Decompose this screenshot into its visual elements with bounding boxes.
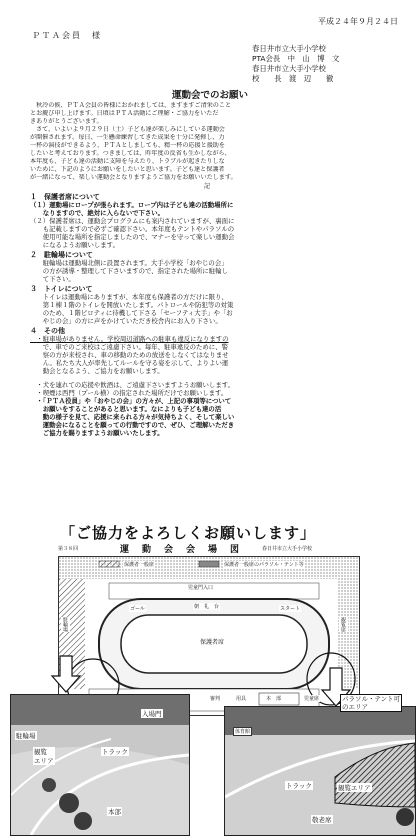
section-line: 駐輪場は運動場北側に設置されます。大手小学校「おやじの会」 — [30, 259, 228, 267]
intro-line: さて、いよいよ９月２９日（土）子ども達が楽しみにしている運動会 — [30, 126, 225, 133]
intro-line: とお慶び申し上げます。日頃はＰＴＡ活動にご理解・ご協力をいただ — [30, 110, 219, 117]
photo-left-hq-label: 本部 — [108, 808, 121, 816]
addressee: ＰＴＡ会員 様 — [32, 31, 102, 40]
photo-left-viewing-label: 観覧 エリア — [34, 748, 54, 765]
map-event-number: 第３８回 — [58, 546, 79, 552]
section-line: ・犬を連れての応援や飲酒は、ご遠慮下さいますようお願いします。 — [30, 381, 234, 389]
section-line: ・喫煙は西門（プール横）の指定された場所だけでお願いします。 — [30, 389, 228, 397]
photo-right-sign-label: 体育館 — [235, 729, 251, 735]
section-2-title: ２ 駐輪場について — [30, 251, 93, 259]
section-line: トイレは運動場にありますが、本年度も保護者の方だけに限り、 — [30, 293, 228, 301]
map-parent-area-label: 保護者席 — [200, 639, 225, 646]
section-line: なりますので、絶対に入らないで下さい。 — [30, 209, 165, 217]
sender-line: 校 長 渡 辺 徹 — [252, 74, 334, 83]
section-line: て下さい。 — [30, 275, 75, 283]
sender-line: PTA会長 中 山 博 文 — [252, 54, 340, 63]
section-line: 第１棟１階のトイレを開放いたします。パトロールや防犯等の対策 — [30, 301, 234, 309]
sender-line: 春日井市立大手小学校 — [252, 44, 326, 53]
intro-line: 本年度も、子ども達の活動に支障を与えたり、トラブルが起きたりしな — [30, 158, 225, 165]
section-line: ん。私たち大人が率先してルールを守る姿を示して、よりよい運 — [30, 359, 229, 367]
intro-line: 一杯の演技ができるよう、ＰＴＡとしましても、精一杯の応援と援助を — [30, 142, 225, 149]
parasol-area-callout: パラソル・テント可 のエリア — [342, 695, 401, 711]
map-hq-label: 本 部 — [266, 696, 282, 702]
section-line: のため、１階ピロティに待機して下さる「セーフティ大手」や「お — [30, 309, 233, 317]
intro-line: きありがとうございます。 — [30, 118, 103, 125]
ki-mark: 記 — [204, 183, 211, 190]
section-line: ご協力を賜りますようお願いいたします。 — [30, 429, 164, 437]
intro-line: 秋冷の候、ＰＴＡ会員の皆様におかれましては、ますますご清栄のこと — [30, 102, 232, 109]
map-start-label: スタート — [280, 606, 301, 612]
section-line: 動会となるよう、ご協力をお願いします。 — [30, 367, 164, 375]
map-stage-label: 朝 礼 台 — [194, 604, 220, 610]
section-line: ・「ＰＴＡ役員」や「おやじの会」の方々が、上記の事項等について — [30, 397, 232, 405]
intro-line: したいと考えております。つきましては、昨年度の反省も生かしながら、 — [30, 150, 231, 157]
closing-message: 「ご協力をよろしくお願いします」 — [60, 524, 317, 542]
photo-right-viewing-label: 観覧エリア — [338, 784, 371, 792]
section-line: も記載しますので必ずご確認下さい。本年度もテントやパラソルの — [30, 225, 235, 233]
photo-left-entrance-label: 入場門 — [142, 710, 162, 718]
legend-parasol-area: 保護者一般席のパラソル・テント等 — [224, 562, 304, 568]
arrow-icon — [52, 656, 80, 692]
map-storage-label: 用具 — [236, 696, 247, 702]
map-bicycle-label: 駐輪場 — [62, 617, 68, 632]
photo-left — [10, 694, 190, 836]
intro-line: が開催されます。毎日、一生懸命練習してきた成果を十分に発揮し、力 — [30, 134, 225, 141]
section-line: の方が誘導・整理して下さいますので、指定された場所に駐輪し — [30, 267, 228, 275]
section-line: （１）運動場にロープが張られます。ロープ内は子ども達の活動場所に — [30, 201, 234, 209]
intro-line: が一緒になって、楽しい運動会となりますようご協力をお願いいたします。 — [30, 174, 237, 181]
section-line: になるようお願いします。 — [30, 241, 119, 249]
section-line: やじの会」の方に声をかけていただき校舎内にお入り下さい。 — [30, 317, 222, 325]
map-entrance-label: 児童門入口 — [188, 585, 214, 591]
map-goal-label: ゴール — [130, 606, 145, 612]
map-children-label: 児童席 — [304, 696, 320, 702]
section-line: 察の方が来校され、車の移動のための放送をしなくてはなりませ — [30, 351, 229, 359]
section-3-title: ３ トイレについて — [30, 285, 93, 293]
document-title: 運動会でのお願い — [171, 90, 248, 101]
section-line: 運動会になることを願っての行動ですので、ぜひ、ご理解いただき — [30, 421, 235, 429]
section-line: で、車でのご来校はご遠慮下さい。毎年、駐車違反のために、警 — [30, 343, 228, 351]
section-line: ・駐車場がありません。学校周辺道路への駐車も違反になりますの — [30, 335, 229, 343]
section-line: （２）保護者席は、運動会プログラムにも案内されていますが、裏面に — [30, 217, 235, 225]
map-seats-label: 観覧席 — [340, 617, 346, 632]
map-title: 運 動 会 会 場 図 — [120, 545, 242, 555]
sender-line: 春日井市立大手小学校 — [252, 64, 326, 73]
map-judge-label: 審判 — [210, 696, 221, 702]
photo-left-track-label: トラック — [102, 748, 128, 756]
section-line: 動の様子を見て、応援に来られる方々が気持ちよく、そして楽しい — [30, 413, 235, 421]
document-date: 平成２４年９月２４日 — [318, 17, 398, 26]
section-line: 使用可能な場所を指定しましたので、マナーを守って楽しい運動会 — [30, 233, 235, 241]
photo-right — [224, 706, 416, 836]
section-1-title: １ 保護者席について — [30, 193, 100, 201]
photo-right-seats-label: 敬老席 — [312, 816, 332, 824]
photo-right-track-label: トラック — [286, 782, 312, 790]
intro-line: いために、下記のようにお願いをしたいと思います。子ども達と保護者 — [30, 166, 225, 173]
photo-left-bicycle-label: 駐輪場 — [16, 732, 36, 740]
section-line: お願いをすることがあると思います。なによりも子ども達の活 — [30, 405, 222, 413]
legend-parent-seats: 保護者一般席 — [124, 562, 155, 568]
section-4-title: ４ その他 — [30, 327, 65, 335]
map-school-name: 春日井市立大手小学校 — [262, 546, 313, 552]
